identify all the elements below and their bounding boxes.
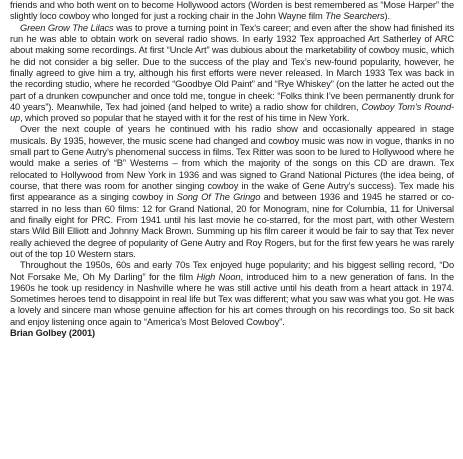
radio-show-title: Cowboy Tom’s Round-up <box>10 101 454 124</box>
text-run: was to prove a turning point in Tex’s career; and even after the show had finished its run he was able to obtain work on several radio shows. In early 1932 Tex approached Art Satherley of ARC about making some recordings. At first “Uncle Art” was dubious about the marketability of cowboy music, which he did not consider a big seller. Due to the success of the play and Tex’s new-found popularity, however, he finally agreed to give him a try, although his first efforts were never released. In March 1933 Tex was back in the recording studio, where he recorded “Goodbye Old Paint” and “Rye Whiskey” (on the latter he acted out the part of a drunken cowpuncher and once told me, tongue in cheek: “Folks think I’ve been permanently drunk for 40 years”). Meanwhile, Tex had joined (and helped to write) a radio show for children, <box>10 22 454 112</box>
text-run: , introduced him to a new generation of fans. In the 1960s he took up residency in Nashville where he was still active until his death from a heart attack in 1974. Sometimes heroes tend to disappoint in real life but Tex was different; what you saw was what you got. He was a lovely and sincere man whose genuine affection for his art comes through on his recordings too. So sit back and enjoy listening once again to “America’s Most Beloved Cowboy”. <box>10 271 454 327</box>
text-run: and between 1936 and 1945 he starred or co-starred in no less than 60 films: 12 for Grand National, 20 for Monogram, nine for Columbia, 11 for Universal and finally eight for PRC. From 1941 until his last movie he co-starred, for the most part, with other Western stars Wild Bill Elliott and Johnny Mack Brown. Summing up his film career it would be fair to say that Tex never really achieved the degree of popularity of Gene Autry and Roy Rogers, but for the first few years he was rarely out of the top 10 Western stars. <box>10 192 454 259</box>
text-run: friends and who both went on to become Hollywood actors (Worden is best remembered as “Mose Harper” the slightly loco cowboy who longed for just a rocking chair in the John Wayne film <box>10 0 454 22</box>
text-run: Over the next couple of years he continued with his radio show and occasionally appeared in stage musicals. By 1935, however, the music scene had changed and cowboy music was now in vogue, thanks in no small part to Gene Autry’s phenomenal success in films. Tex Ritter was soon to be lured to Hollywood where he would make a series of “B” Westerns – from which the majority of the songs on this CD are drawn. Tex relocated to Hollywood from New York in 1936 and was signed to Grand National Pictures (the idea being, of course, that there was room for another singing cowboy in the wake of Gene Autry’s success). Tex made his first appearance as a singing cowboy in <box>10 124 454 203</box>
film-title: High Noon <box>196 271 241 282</box>
play-title: Green Grow The Lilacs <box>20 22 114 33</box>
paragraph-1 <box>10 0 454 23</box>
film-title: The Searchers <box>325 11 385 22</box>
film-title: Song Of The Gringo <box>176 192 261 203</box>
paragraph-2 <box>10 23 454 125</box>
liner-notes-text <box>10 0 454 339</box>
text-run: Throughout the 1950s, 60s and early 70s Tex enjoyed huge popularity; and his biggest selling record, “Do Not Forsake Me, Oh My Darling” for the film <box>10 260 454 282</box>
author-byline: Brian Golbey (2001) <box>10 328 96 339</box>
text-run: , which proved so popular that he stayed with it for the rest of his time in New York. <box>20 113 350 124</box>
paragraph-3 <box>10 124 454 260</box>
paragraph-4 <box>10 260 454 328</box>
text-run: ). <box>384 11 390 22</box>
